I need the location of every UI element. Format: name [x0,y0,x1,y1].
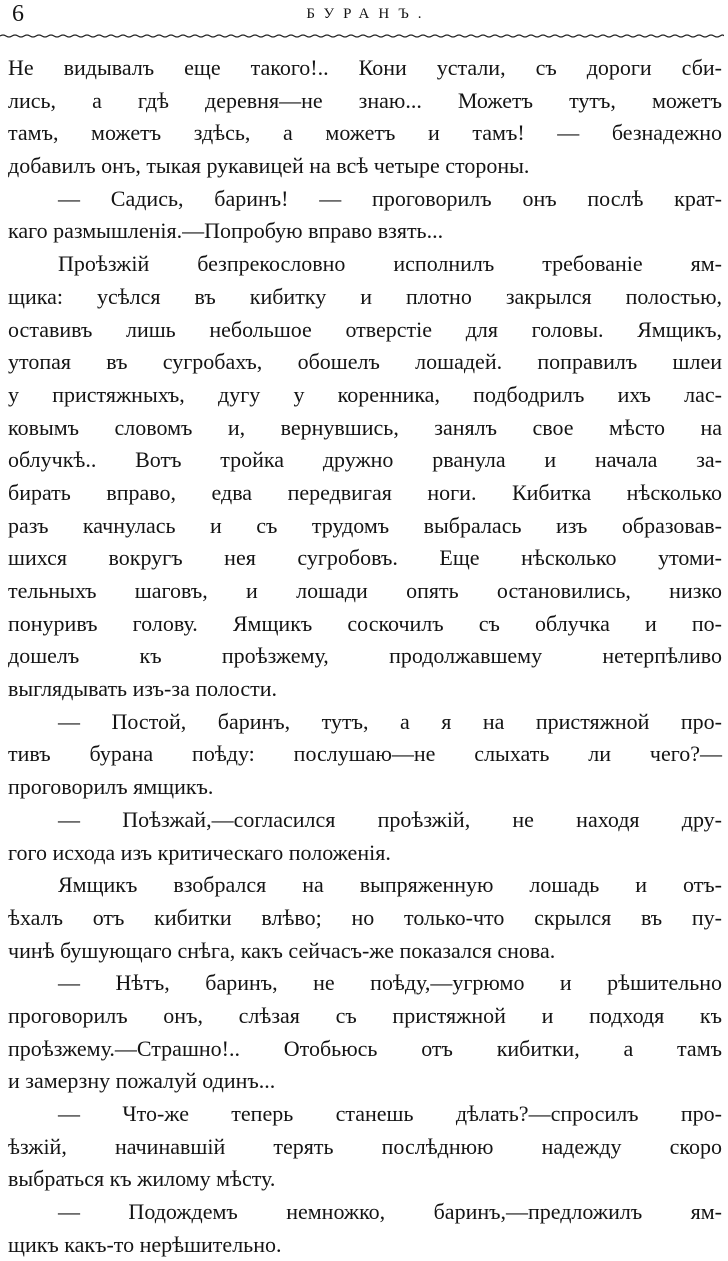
text-line: проговорилъ ямщикъ. [8,774,214,800]
text-line: тельныхъ шаговъ, и лошади опять остановились, низко [8,578,722,603]
text-line: Не видывалъ еще такого!.. Кони устали, съ дороги сби- [8,55,722,80]
text-line: выбраться къ жилому мѣсту. [8,1166,276,1192]
text-line: тамъ, можетъ здѣсь, а можетъ и тамъ! — безнадежно [8,120,722,146]
text-line: бирать вправо, едва передвигая ноги. Кибитка нѣсколько [8,479,722,505]
text-line: понуривъ голову. Ямщикъ соскочилъ съ облучка и по- [8,610,722,636]
text-line: ковымъ словомъ и, вернувшись, занялъ свое мѣсто на [8,414,722,440]
page-number: 6 [12,1,24,27]
text-line: — Постой, баринъ, тутъ, а я на пристяжной про- [58,708,722,734]
text-line: проѣзжему.—Страшно!.. Отобьюсь отъ кибитки, а тамъ [8,1035,722,1061]
text-line: — Что-же теперь станешь дѣлать?—спросилъ про- [58,1101,722,1126]
text-line: оставивъ лишь небольшое отверстіе для головы. Ямщикъ, [8,316,722,342]
text-line: щикъ какъ-то нерѣшительно. [8,1231,282,1257]
text-line: — Поѣзжай,—согласился проѣзжій, не находя дру- [58,806,722,832]
text-line: утопая въ сугробахъ, обошелъ лошадей. поправилъ шлеи [8,349,722,375]
text-line: — Садись, баринъ! — проговорилъ онъ послѣ крат- [58,185,722,211]
text-line: добавилъ онъ, тыкая рукавицей на всѣ четыре стороны. [8,153,530,179]
text-line: — Подождемъ немножко, баринъ,—предложилъ ям- [58,1199,722,1225]
text-line: выглядывать изъ-за полости. [8,676,277,702]
text-line: каго размышленія.—Попробую вправо взять... [8,218,444,244]
text-line: лись, а гдѣ деревня—не знаю... Можетъ тутъ, можетъ [8,87,722,113]
text-line: ѣзжій, начинавшій терять послѣднюю надежду скоро [8,1133,722,1159]
text-line: и замерзну пожалуй одинъ... [8,1068,276,1094]
text-line: чинѣ бушующаго снѣга, какъ сейчасъ-же показался снова. [8,937,556,963]
page-header [0,0,728,40]
text-line: — Нѣтъ, баринъ, не поѣду,—угрюмо и рѣшительно [58,970,722,996]
text-line: разъ качнулась и съ трудомъ выбралась изъ образовав- [8,512,722,538]
text-line: Ямщикъ взобрался на выпряженную лошадь и отъ- [58,872,722,898]
text-line: Проѣзжій безпрекословно исполнилъ требованіе ям- [58,251,722,277]
text-line: проговорилъ онъ, слѣзая съ пристяжной и подходя къ [8,1002,722,1028]
text-line: гого исхода изъ критическаго положенія. [8,839,391,865]
text-line: ѣхалъ отъ кибитки влѣво; но только-что скрылся въ пу- [8,904,722,930]
text-line: шихся вокругъ нея сугробовъ. Еще нѣсколько утоми- [8,545,722,571]
text-line: тивъ бурана поѣду: послушаю—не слыхать ли чего?— [8,741,722,767]
page-body-text [8,52,722,1261]
header-rule [0,34,724,38]
text-line: у пристяжныхъ, дугу у коренника, подбодрилъ ихъ лас- [8,381,722,407]
text-line: дошелъ къ проѣзжему, продолжавшему нетерпѣливо [8,643,722,669]
running-title: БУРАНЪ. [306,6,431,22]
text-line: щика: усѣлся въ кибитку и плотно закрылся полостью, [8,283,722,309]
text-line: облучкѣ.. Вотъ тройка дружно рванула и начала за- [8,447,722,473]
